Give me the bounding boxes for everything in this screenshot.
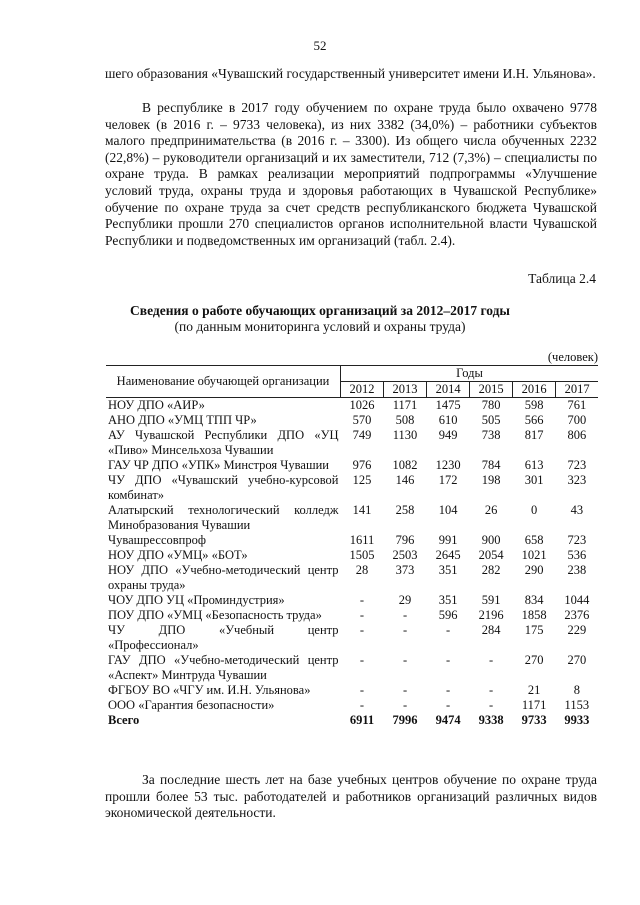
organization-name: ФГБОУ ВО «ЧГУ им. И.Н. Ульянова» (108, 683, 311, 697)
year-value: 1026 (349, 398, 375, 412)
year-value: 351 (438, 563, 458, 577)
year-value: 613 (524, 458, 544, 472)
header-year: 2015 (470, 382, 513, 398)
organization-name: Чувашрессовпроф (108, 533, 206, 547)
organization-name: ЧУ ДПО «Чувашский учебно-курсовой комбинат» (108, 473, 339, 502)
header-year: 2016 (513, 382, 556, 398)
year-value: 270 (524, 653, 544, 667)
year-value: 658 (524, 533, 544, 547)
table-units: (человек) (547, 350, 598, 364)
year-value: - (359, 593, 365, 607)
table-row (106, 503, 598, 533)
table-row (106, 698, 598, 713)
table-row (106, 623, 598, 653)
year-value: 351 (438, 593, 458, 607)
year-value: - (402, 653, 408, 667)
year-value: 1171 (521, 698, 547, 712)
year-value: 536 (567, 548, 587, 562)
organization-name: АУ Чувашской Республики ДПО «УЦ «Пиво» Минсельхоза Чувашии (108, 428, 339, 457)
year-value: 290 (524, 563, 544, 577)
year-value: - (489, 653, 494, 667)
year-value: 1230 (435, 458, 461, 472)
year-value: 1505 (349, 548, 375, 562)
year-value: 591 (481, 593, 501, 607)
year-value: 817 (524, 428, 544, 442)
year-value: 1858 (521, 608, 547, 622)
year-value: 198 (481, 473, 501, 487)
year-value: 125 (352, 473, 372, 487)
total-value: 9933 (564, 713, 590, 727)
header-organization-name: Наименование обучающей организации (106, 366, 341, 398)
organization-name: ЧУ ДПО «Учебный центр «Профессионал» (108, 623, 339, 652)
organization-name: Алатырский технологический колледж Минобразования Чувашии (108, 503, 339, 532)
table-row (106, 563, 598, 593)
year-value: 780 (481, 398, 501, 412)
table-row (106, 428, 598, 458)
year-value: 284 (481, 623, 501, 637)
year-value: 1153 (564, 698, 590, 712)
year-value: - (445, 683, 451, 697)
year-value: - (402, 623, 408, 637)
year-value: 0 (531, 503, 538, 517)
year-value: 28 (355, 563, 369, 577)
table-title: Сведения о работе обучающих организаций за 2012–2017 годы (130, 303, 510, 318)
year-value: - (359, 608, 365, 622)
year-value: 2503 (392, 548, 418, 562)
year-value: 29 (398, 593, 412, 607)
table-total-row (106, 713, 598, 728)
year-value: 2376 (564, 608, 590, 622)
paragraph-training-summary: В республике в 2017 году обучением по охране труда было охвачено 9778 человек (в 2016 г. – 9733 человека), из них 3382 (34,0%) – работники субъектов малого предпринимательства (в 2016 г. – 3300). Из общего числа обученных 2232 (22,8%) – руководители организаций и их заместители, 712 (7,3%) – специалисты по охране труда. В рамках реализации мероприятий подпрограммы «Улучшение условий труда, охраны труда и здоровья работающих в Чувашской Республике» обучение по охране труда за счет средств республиканского бюджета Чувашской Республики прошли 270 специалистов органов исполнительной власти Чувашской Республики и подведомственных им организаций (табл. 2.4). (105, 100, 597, 248)
table-body (106, 398, 598, 729)
year-value: 1082 (392, 458, 418, 472)
year-value: - (489, 683, 494, 697)
organization-name: ГАУ ДПО «Учебно-методический центр «Аспект» Минтруда Чувашии (108, 653, 339, 682)
total-value: 6911 (349, 713, 375, 727)
organization-name: ПОУ ДПО «УМЦ «Безопасность труда» (108, 608, 322, 622)
year-value: 784 (481, 458, 501, 472)
table-row (106, 473, 598, 503)
year-value: 229 (567, 623, 587, 637)
table-row (106, 533, 598, 548)
year-value: - (402, 683, 408, 697)
total-label: Всего (108, 713, 140, 727)
total-value: 7996 (392, 713, 418, 727)
year-value: 373 (395, 563, 415, 577)
total-value: 9338 (478, 713, 504, 727)
total-value: 9474 (435, 713, 461, 727)
organization-name: ЧОУ ДПО УЦ «Проминдустрия» (108, 593, 285, 607)
year-value: 596 (438, 608, 458, 622)
year-value: 700 (567, 413, 587, 427)
table-row (106, 548, 598, 563)
organization-name: НОУ ДПО «Учебно-методический центр охраны труда» (108, 563, 339, 592)
year-value: 258 (395, 503, 415, 517)
header-year: 2013 (384, 382, 427, 398)
year-value: 146 (395, 473, 415, 487)
year-value: 301 (524, 473, 544, 487)
year-value: - (402, 608, 408, 622)
table-row (106, 413, 598, 428)
table-row (106, 608, 598, 623)
year-value: 991 (438, 533, 458, 547)
year-value: - (359, 653, 365, 667)
year-value: - (359, 683, 365, 697)
year-value: 270 (567, 653, 587, 667)
year-value: 141 (352, 503, 372, 517)
year-value: 2645 (435, 548, 461, 562)
year-value: 2196 (478, 608, 504, 622)
year-value: 1611 (349, 533, 375, 547)
year-value: 749 (352, 428, 372, 442)
year-value: 1475 (435, 398, 461, 412)
organization-name: ООО «Гарантия безопасности» (108, 698, 275, 712)
year-value: 26 (484, 503, 498, 517)
table-row (106, 683, 598, 698)
table-row (106, 593, 598, 608)
year-value: 505 (481, 413, 501, 427)
table-row (106, 398, 598, 414)
year-value: 43 (570, 503, 584, 517)
year-value: 834 (524, 593, 544, 607)
year-value: 172 (438, 473, 458, 487)
year-value: 723 (567, 458, 587, 472)
year-value: 175 (524, 623, 544, 637)
header-year: 2014 (427, 382, 470, 398)
year-value: 323 (567, 473, 587, 487)
year-value: - (445, 698, 451, 712)
year-value: - (489, 698, 494, 712)
paragraph-conclusion: За последние шесть лет на базе учебных центров обучение по охране труда прошли более 53 тыс. работодателей и работников организаций различных видов экономической деятельности. (105, 772, 597, 821)
year-value: - (359, 623, 365, 637)
year-value: 900 (481, 533, 501, 547)
year-value: 2054 (478, 548, 504, 562)
year-value: 1021 (521, 548, 547, 562)
table-row (106, 653, 598, 683)
year-value: 610 (438, 413, 458, 427)
year-value: 570 (352, 413, 372, 427)
organizations-table (106, 365, 598, 728)
year-value: 806 (567, 428, 587, 442)
year-value: 1044 (564, 593, 590, 607)
year-value: - (359, 698, 365, 712)
total-value: 9733 (521, 713, 547, 727)
year-value: 949 (438, 428, 458, 442)
year-value: 796 (395, 533, 415, 547)
year-value: 508 (395, 413, 415, 427)
table-row (106, 458, 598, 473)
header-years: Годы (341, 366, 599, 382)
header-year: 2017 (556, 382, 598, 398)
year-value: 976 (352, 458, 372, 472)
year-value: 761 (567, 398, 587, 412)
organization-name: НОУ ДПО «УМЦ» «БОТ» (108, 548, 248, 562)
year-value: 598 (524, 398, 544, 412)
year-value: 1130 (392, 428, 418, 442)
year-value: 8 (573, 683, 580, 697)
year-value: 282 (481, 563, 501, 577)
table-subtitle: (по данным мониторинга условий и охраны труда) (174, 319, 466, 334)
table-label: Таблица 2.4 (528, 271, 596, 286)
year-value: - (445, 623, 451, 637)
year-value: 1171 (392, 398, 418, 412)
organization-name: АНО ДПО «УМЦ ТПП ЧР» (108, 413, 257, 427)
year-value: 566 (524, 413, 544, 427)
organization-name: ГАУ ЧР ДПО «УПК» Минстроя Чувашии (108, 458, 329, 472)
year-value: 738 (481, 428, 501, 442)
paragraph-intro: шего образования «Чувашский государственный университет имени И.Н. Ульянова». (105, 66, 596, 81)
year-value: - (402, 698, 408, 712)
year-value: - (445, 653, 451, 667)
year-value: 723 (567, 533, 587, 547)
year-value: 104 (438, 503, 458, 517)
page-number: 52 (313, 38, 327, 53)
year-value: 238 (567, 563, 587, 577)
header-year: 2012 (341, 382, 384, 398)
organization-name: НОУ ДПО «АИР» (108, 398, 205, 412)
year-value: 21 (527, 683, 541, 697)
